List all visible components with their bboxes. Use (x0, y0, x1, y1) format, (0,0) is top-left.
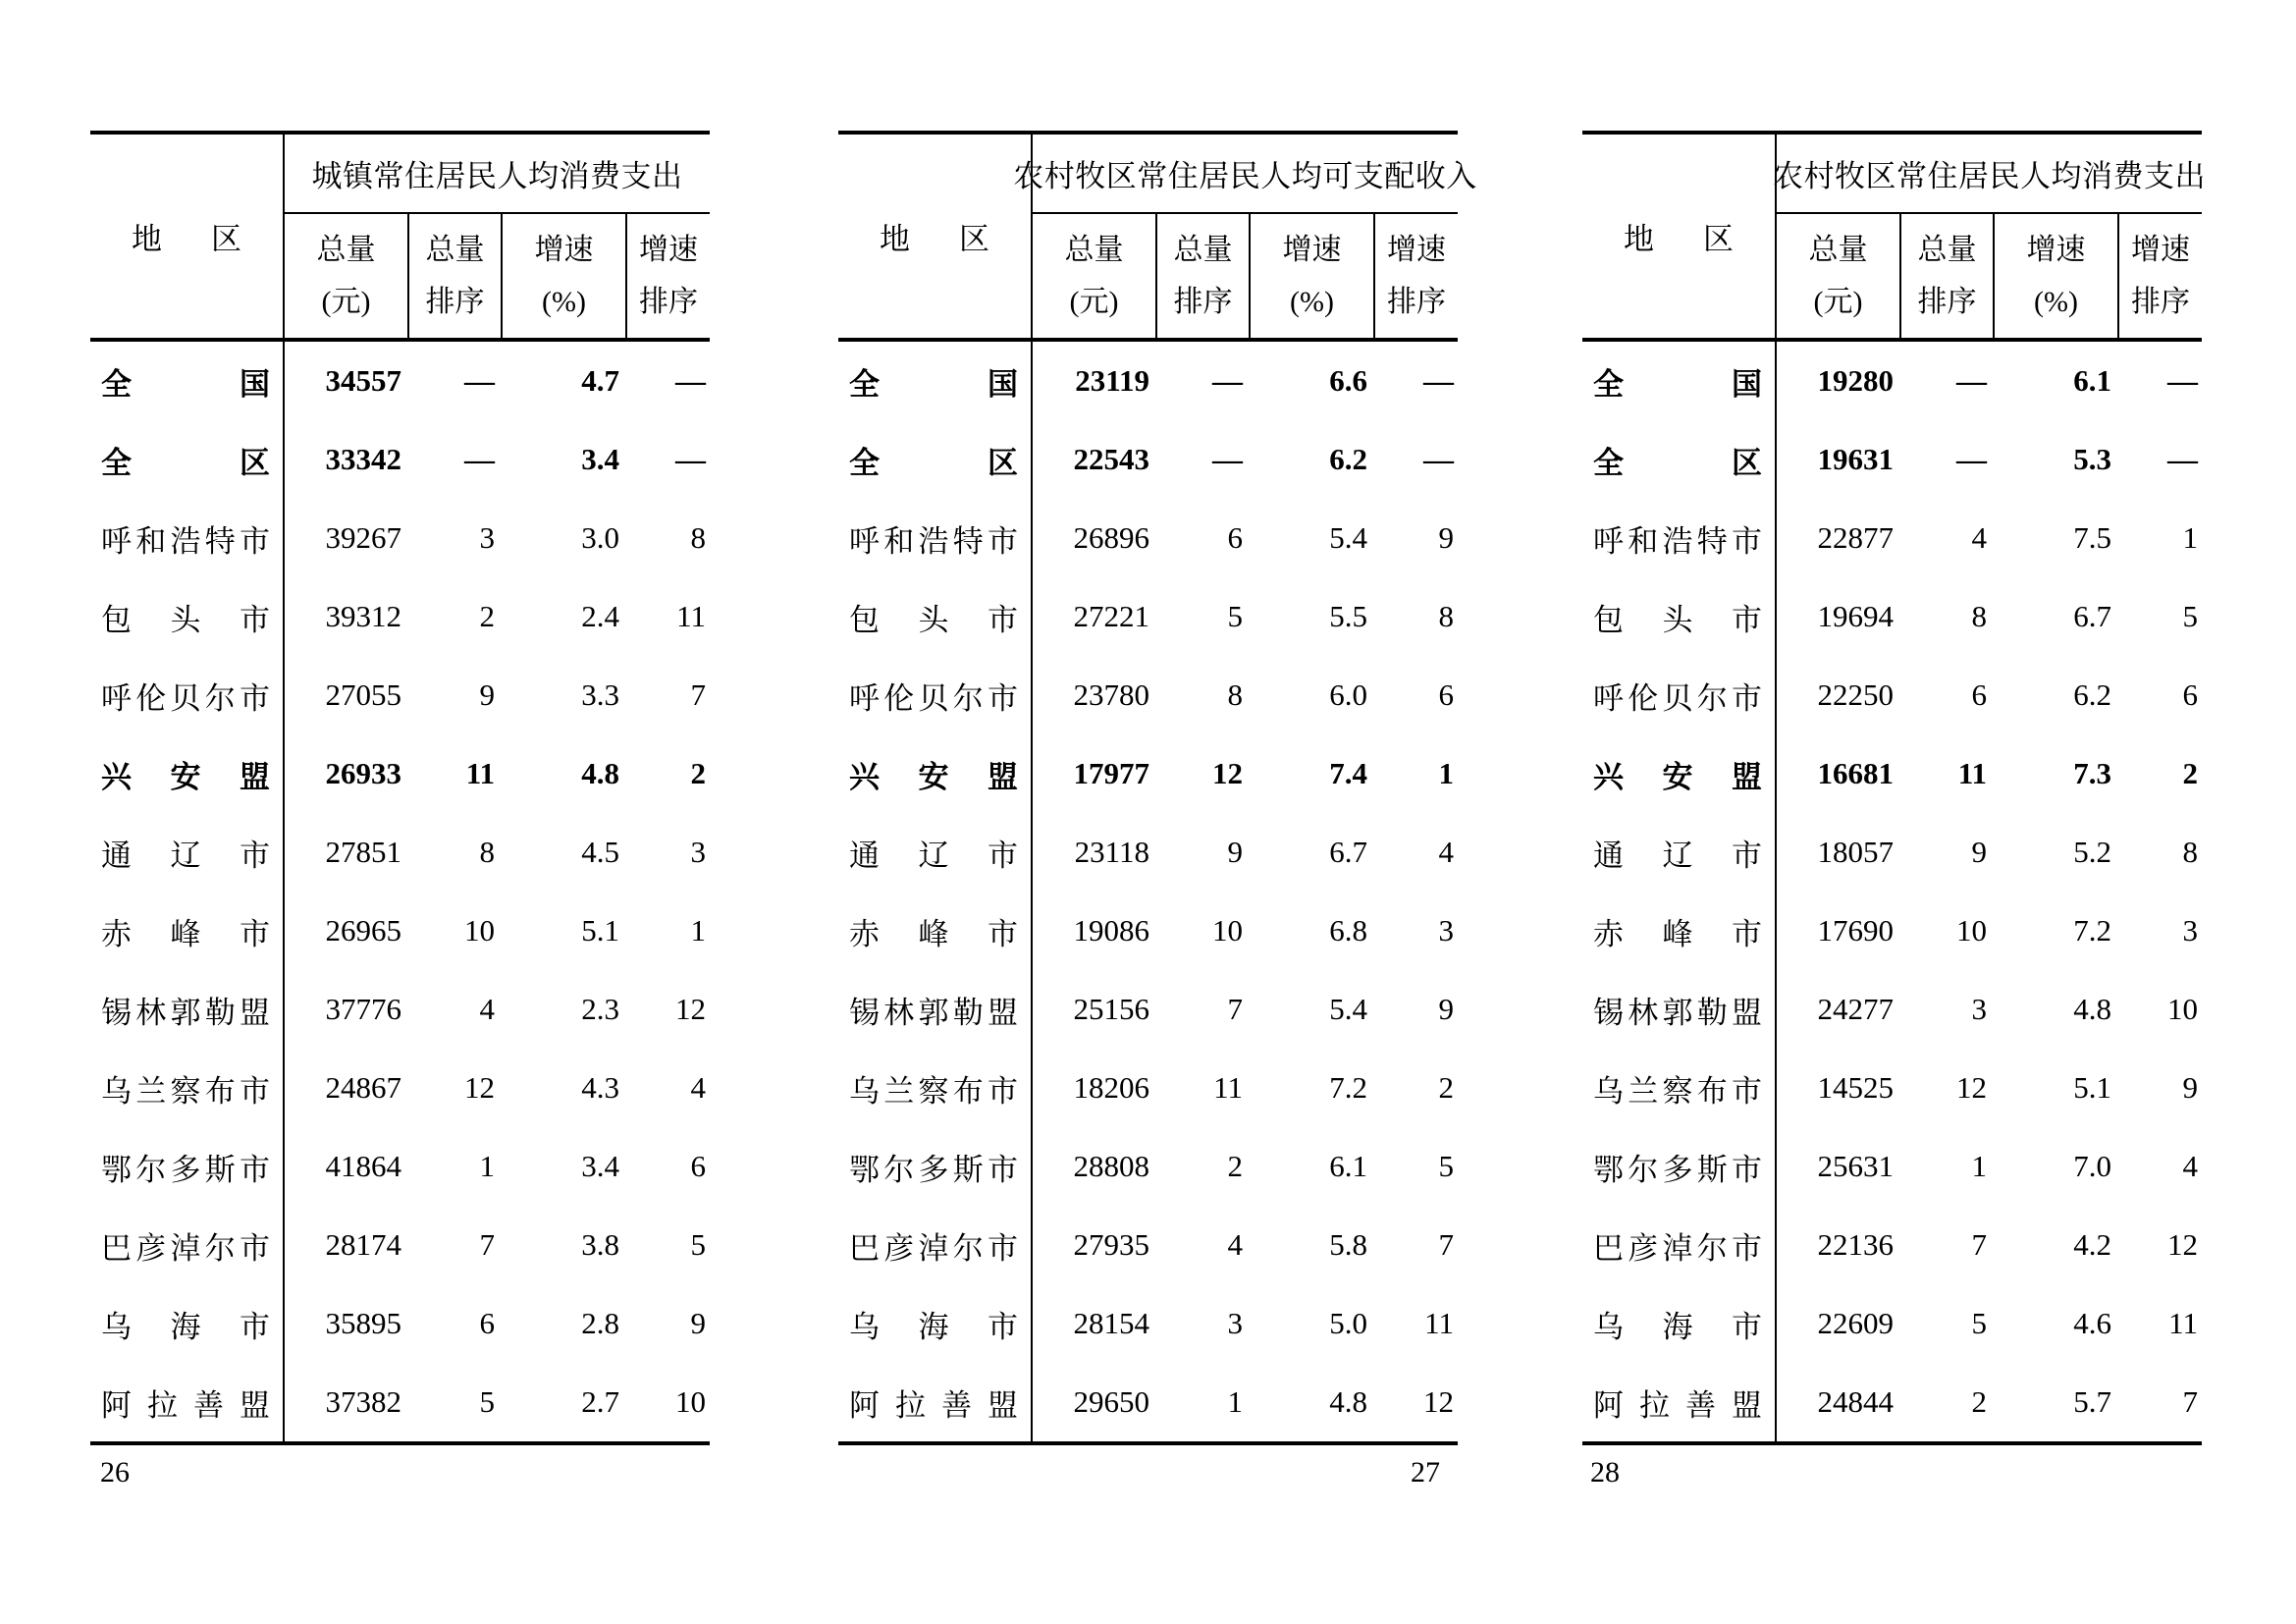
value-cell: 6 (2182, 677, 2198, 712)
value-cell: 2.4 (581, 599, 619, 633)
region-cell: 乌 海 市 (1593, 1309, 1762, 1344)
value-cell: 22136 (1775, 1206, 1899, 1284)
value-cell: 2 (1227, 1149, 1243, 1183)
value-cell: 7.3 (2073, 756, 2111, 790)
value-cell: 14525 (1775, 1049, 1899, 1127)
region-cell: 通 辽 市 (1593, 838, 1762, 873)
region-cell: 呼 伦 贝 尔 市 (101, 680, 270, 716)
value-cell: 23118 (1031, 813, 1155, 892)
value-cell: 10 (2167, 992, 2198, 1026)
value-cell: 4 (1971, 520, 1987, 555)
value-cell: 39312 (283, 577, 407, 656)
value-cell: 9 (1227, 835, 1243, 869)
value-cell: — (675, 363, 706, 398)
value-cell: 8 (1438, 599, 1454, 633)
value-cell: 25631 (1775, 1127, 1899, 1206)
value-cell: 22609 (1775, 1284, 1899, 1363)
value-cell: 39267 (283, 499, 407, 577)
value-cell: 3.0 (581, 520, 619, 555)
value-cell: 3 (479, 520, 495, 555)
value-cell: 3.4 (581, 442, 619, 476)
value-cell: — (1212, 442, 1243, 476)
region-cell: 巴 彦 淖 尔 市 (1593, 1230, 1762, 1266)
column-header-total-rank: 总量 排序 (407, 214, 501, 342)
value-cell: 27851 (283, 813, 407, 892)
value-cell: 19280 (1775, 342, 1899, 420)
region-cell: 巴 彦 淖 尔 市 (101, 1230, 270, 1266)
region-cell: 呼 和 浩 特 市 (1593, 523, 1762, 559)
value-cell: — (675, 442, 706, 476)
value-cell: 5 (2182, 599, 2198, 633)
value-cell: — (1423, 363, 1454, 398)
value-cell: 9 (1438, 520, 1454, 555)
value-cell: 2 (479, 599, 495, 633)
value-cell: 10 (1212, 913, 1243, 947)
value-cell: 22250 (1775, 656, 1899, 734)
value-cell: 4.6 (2073, 1306, 2111, 1340)
column-header-total-rank: 总量 排序 (1899, 214, 1993, 342)
value-cell: 17690 (1775, 892, 1899, 970)
value-cell: 6 (479, 1306, 495, 1340)
value-cell: 8 (1227, 677, 1243, 712)
value-cell: 41864 (283, 1127, 407, 1206)
region-cell: 乌 兰 察 布 市 (849, 1073, 1018, 1109)
value-cell: 34557 (283, 342, 407, 420)
value-cell: 33342 (283, 420, 407, 499)
value-cell: 5 (1971, 1306, 1987, 1340)
value-cell: 9 (479, 677, 495, 712)
value-cell: 6 (1438, 677, 1454, 712)
value-cell: 5 (690, 1227, 706, 1262)
value-cell: 7.5 (2073, 520, 2111, 555)
value-cell: 7 (690, 677, 706, 712)
column-header-growth-rank: 增速 排序 (2117, 214, 2202, 342)
value-cell: 2 (2182, 756, 2198, 790)
value-cell: 2.3 (581, 992, 619, 1026)
column-header-growth: 增速 (%) (1993, 214, 2117, 342)
column-header-growth-rank: 增速 排序 (1373, 214, 1458, 342)
value-cell: 2 (1971, 1384, 1987, 1419)
value-cell: 27055 (283, 656, 407, 734)
region-cell: 通 辽 市 (849, 838, 1018, 873)
table-title: 城镇常住居民人均消费支出 (283, 135, 710, 214)
value-cell: 19631 (1775, 420, 1899, 499)
region-cell: 鄂 尔 多 斯 市 (101, 1152, 270, 1187)
value-cell: 4 (1227, 1227, 1243, 1262)
value-cell: 7.2 (2073, 913, 2111, 947)
value-cell: 12 (1423, 1384, 1454, 1419)
value-cell: 24277 (1775, 970, 1899, 1049)
value-cell: 4 (479, 992, 495, 1026)
value-cell: 5.4 (1329, 992, 1367, 1026)
value-cell: 37776 (283, 970, 407, 1049)
value-cell: 11 (2168, 1306, 2198, 1340)
value-cell: 9 (1971, 835, 1987, 869)
value-cell: 6.0 (1329, 677, 1367, 712)
value-cell: 5.1 (2073, 1070, 2111, 1105)
region-cell: 包 头 市 (849, 602, 1018, 637)
value-cell: 5 (1227, 599, 1243, 633)
value-cell: 7 (2182, 1384, 2198, 1419)
value-cell: 18057 (1775, 813, 1899, 892)
value-cell: 25156 (1031, 970, 1155, 1049)
region-cell: 赤 峰 市 (1593, 916, 1762, 951)
region-column-header: 地 区 (838, 135, 1031, 342)
value-cell: 4.8 (581, 756, 619, 790)
value-cell: 16681 (1775, 734, 1899, 813)
value-cell: 12 (464, 1070, 495, 1105)
region-cell: 全 区 (101, 445, 270, 480)
value-cell: 11 (676, 599, 706, 633)
region-cell: 赤 峰 市 (849, 916, 1018, 951)
value-cell: 3 (1971, 992, 1987, 1026)
value-cell: — (1956, 363, 1987, 398)
value-cell: 1 (2182, 520, 2198, 555)
value-cell: 6 (1971, 677, 1987, 712)
region-cell: 通 辽 市 (101, 838, 270, 873)
value-cell: 3.8 (581, 1227, 619, 1262)
region-cell: 阿 拉 善 盟 (1593, 1387, 1762, 1423)
value-cell: 19694 (1775, 577, 1899, 656)
value-cell: 10 (675, 1384, 706, 1419)
region-cell: 锡 林 郭 勒 盟 (101, 995, 270, 1030)
value-cell: 4.8 (1329, 1384, 1367, 1419)
value-cell: 23119 (1031, 342, 1155, 420)
value-cell: 6.6 (1329, 363, 1367, 398)
value-cell: 5.2 (2073, 835, 2111, 869)
value-cell: 17977 (1031, 734, 1155, 813)
region-cell: 兴 安 盟 (1593, 759, 1762, 794)
column-header-growth: 增速 (%) (501, 214, 625, 342)
column-header-growth-rank: 增速 排序 (625, 214, 710, 342)
value-cell: 35895 (283, 1284, 407, 1363)
value-cell: — (464, 363, 495, 398)
column-header-total: 总量 (元) (283, 214, 407, 342)
table-title: 农村牧区常住居民人均可支配收入 (1031, 135, 1458, 214)
value-cell: — (1956, 442, 1987, 476)
region-cell: 鄂 尔 多 斯 市 (849, 1152, 1018, 1187)
value-cell: 12 (2167, 1227, 2198, 1262)
value-cell: 5.5 (1329, 599, 1367, 633)
region-cell: 阿 拉 善 盟 (101, 1387, 270, 1423)
value-cell: 5.1 (581, 913, 619, 947)
region-cell: 巴 彦 淖 尔 市 (849, 1230, 1018, 1266)
value-cell: 7 (1438, 1227, 1454, 1262)
value-cell: — (1212, 363, 1243, 398)
value-cell: 7.2 (1329, 1070, 1367, 1105)
page-number: 27 (1411, 1456, 1440, 1489)
value-cell: 8 (479, 835, 495, 869)
page-number: 26 (100, 1456, 130, 1489)
value-cell: 5.4 (1329, 520, 1367, 555)
value-cell: 3 (1227, 1306, 1243, 1340)
column-header-growth: 增速 (%) (1249, 214, 1373, 342)
value-cell: 4.7 (581, 363, 619, 398)
value-cell: 1 (1438, 756, 1454, 790)
region-cell: 呼 和 浩 特 市 (101, 523, 270, 559)
value-cell: 6 (690, 1149, 706, 1183)
value-cell: 8 (690, 520, 706, 555)
region-cell: 锡 林 郭 勒 盟 (849, 995, 1018, 1030)
value-cell: — (464, 442, 495, 476)
value-cell: 28174 (283, 1206, 407, 1284)
value-cell: 6.2 (1329, 442, 1367, 476)
region-cell: 全 区 (1593, 445, 1762, 480)
region-cell: 乌 兰 察 布 市 (101, 1073, 270, 1109)
value-cell: 6.8 (1329, 913, 1367, 947)
value-cell: 4 (690, 1070, 706, 1105)
value-cell: 1 (1971, 1149, 1987, 1183)
table-rural-income (838, 131, 1477, 1445)
region-cell: 全 国 (101, 366, 270, 402)
table-title: 农村牧区常住居民人均消费支出 (1775, 135, 2202, 214)
value-cell: 7 (479, 1227, 495, 1262)
value-cell: 11 (1424, 1306, 1454, 1340)
value-cell: 7.0 (2073, 1149, 2111, 1183)
value-cell: 4 (1438, 835, 1454, 869)
value-cell: 12 (1956, 1070, 1987, 1105)
value-cell: 26896 (1031, 499, 1155, 577)
value-cell: 4.2 (2073, 1227, 2111, 1262)
region-cell: 乌 兰 察 布 市 (1593, 1073, 1762, 1109)
value-cell: 11 (465, 756, 495, 790)
region-cell: 赤 峰 市 (101, 916, 270, 951)
value-cell: 5 (1438, 1149, 1454, 1183)
value-cell: 9 (1438, 992, 1454, 1026)
value-cell: 24844 (1775, 1363, 1899, 1441)
region-cell: 乌 海 市 (101, 1309, 270, 1344)
value-cell: 9 (2182, 1070, 2198, 1105)
value-cell: 11 (1213, 1070, 1243, 1105)
table-rural-consumption (1582, 131, 2206, 1445)
value-cell: 26933 (283, 734, 407, 813)
value-cell: 22543 (1031, 420, 1155, 499)
value-cell: 24867 (283, 1049, 407, 1127)
column-header-total: 总量 (元) (1775, 214, 1899, 342)
value-cell: 6 (1227, 520, 1243, 555)
page-number: 28 (1590, 1456, 1620, 1489)
region-cell: 兴 安 盟 (849, 759, 1018, 794)
value-cell: 18206 (1031, 1049, 1155, 1127)
region-cell: 呼 伦 贝 尔 市 (1593, 680, 1762, 716)
value-cell: 5 (479, 1384, 495, 1419)
region-cell: 全 区 (849, 445, 1018, 480)
region-cell: 兴 安 盟 (101, 759, 270, 794)
value-cell: 29650 (1031, 1363, 1155, 1441)
value-cell: 1 (1227, 1384, 1243, 1419)
value-cell: 10 (464, 913, 495, 947)
region-cell: 包 头 市 (1593, 602, 1762, 637)
table-urban-consumption (90, 131, 710, 1445)
value-cell: 2 (690, 756, 706, 790)
region-cell: 锡 林 郭 勒 盟 (1593, 995, 1762, 1030)
value-cell: 19086 (1031, 892, 1155, 970)
value-cell: — (1423, 442, 1454, 476)
region-column-header: 地 区 (90, 135, 283, 342)
region-cell: 全 国 (1593, 366, 1762, 402)
value-cell: 5.0 (1329, 1306, 1367, 1340)
value-cell: 12 (1212, 756, 1243, 790)
value-cell: 37382 (283, 1363, 407, 1441)
value-cell: 4 (2182, 1149, 2198, 1183)
value-cell: 10 (1956, 913, 1987, 947)
value-cell: 3 (690, 835, 706, 869)
value-cell: 12 (675, 992, 706, 1026)
column-header-total: 总量 (元) (1031, 214, 1155, 342)
region-cell: 呼 伦 贝 尔 市 (849, 680, 1018, 716)
value-cell: 6.7 (1329, 835, 1367, 869)
value-cell: 9 (690, 1306, 706, 1340)
value-cell: 27221 (1031, 577, 1155, 656)
value-cell: 26965 (283, 892, 407, 970)
value-cell: 7 (1971, 1227, 1987, 1262)
value-cell: 7 (1227, 992, 1243, 1026)
value-cell: 3.3 (581, 677, 619, 712)
region-cell: 全 国 (849, 366, 1018, 402)
value-cell: 8 (1971, 599, 1987, 633)
value-cell: 2.8 (581, 1306, 619, 1340)
value-cell: 2.7 (581, 1384, 619, 1419)
region-cell: 阿 拉 善 盟 (849, 1387, 1018, 1423)
value-cell: 3 (2182, 913, 2198, 947)
value-cell: — (2167, 363, 2198, 398)
region-cell: 鄂 尔 多 斯 市 (1593, 1152, 1762, 1187)
value-cell: 5.7 (2073, 1384, 2111, 1419)
value-cell: 4.5 (581, 835, 619, 869)
region-cell: 呼 和 浩 特 市 (849, 523, 1018, 559)
value-cell: 6.7 (2073, 599, 2111, 633)
value-cell: 5.3 (2073, 442, 2111, 476)
value-cell: 1 (690, 913, 706, 947)
value-cell: 27935 (1031, 1206, 1155, 1284)
value-cell: 1 (479, 1149, 495, 1183)
value-cell: 4.8 (2073, 992, 2111, 1026)
value-cell: 11 (1957, 756, 1987, 790)
value-cell: — (2167, 442, 2198, 476)
region-cell: 包 头 市 (101, 602, 270, 637)
value-cell: 3 (1438, 913, 1454, 947)
region-cell: 乌 海 市 (849, 1309, 1018, 1344)
value-cell: 2 (1438, 1070, 1454, 1105)
region-column-header: 地 区 (1582, 135, 1775, 342)
value-cell: 8 (2182, 835, 2198, 869)
value-cell: 7.4 (1329, 756, 1367, 790)
value-cell: 22877 (1775, 499, 1899, 577)
value-cell: 4.3 (581, 1070, 619, 1105)
value-cell: 5.8 (1329, 1227, 1367, 1262)
value-cell: 3.4 (581, 1149, 619, 1183)
value-cell: 28808 (1031, 1127, 1155, 1206)
value-cell: 28154 (1031, 1284, 1155, 1363)
value-cell: 6.1 (2073, 363, 2111, 398)
column-header-total-rank: 总量 排序 (1155, 214, 1249, 342)
value-cell: 6.2 (2073, 677, 2111, 712)
value-cell: 6.1 (1329, 1149, 1367, 1183)
value-cell: 23780 (1031, 656, 1155, 734)
